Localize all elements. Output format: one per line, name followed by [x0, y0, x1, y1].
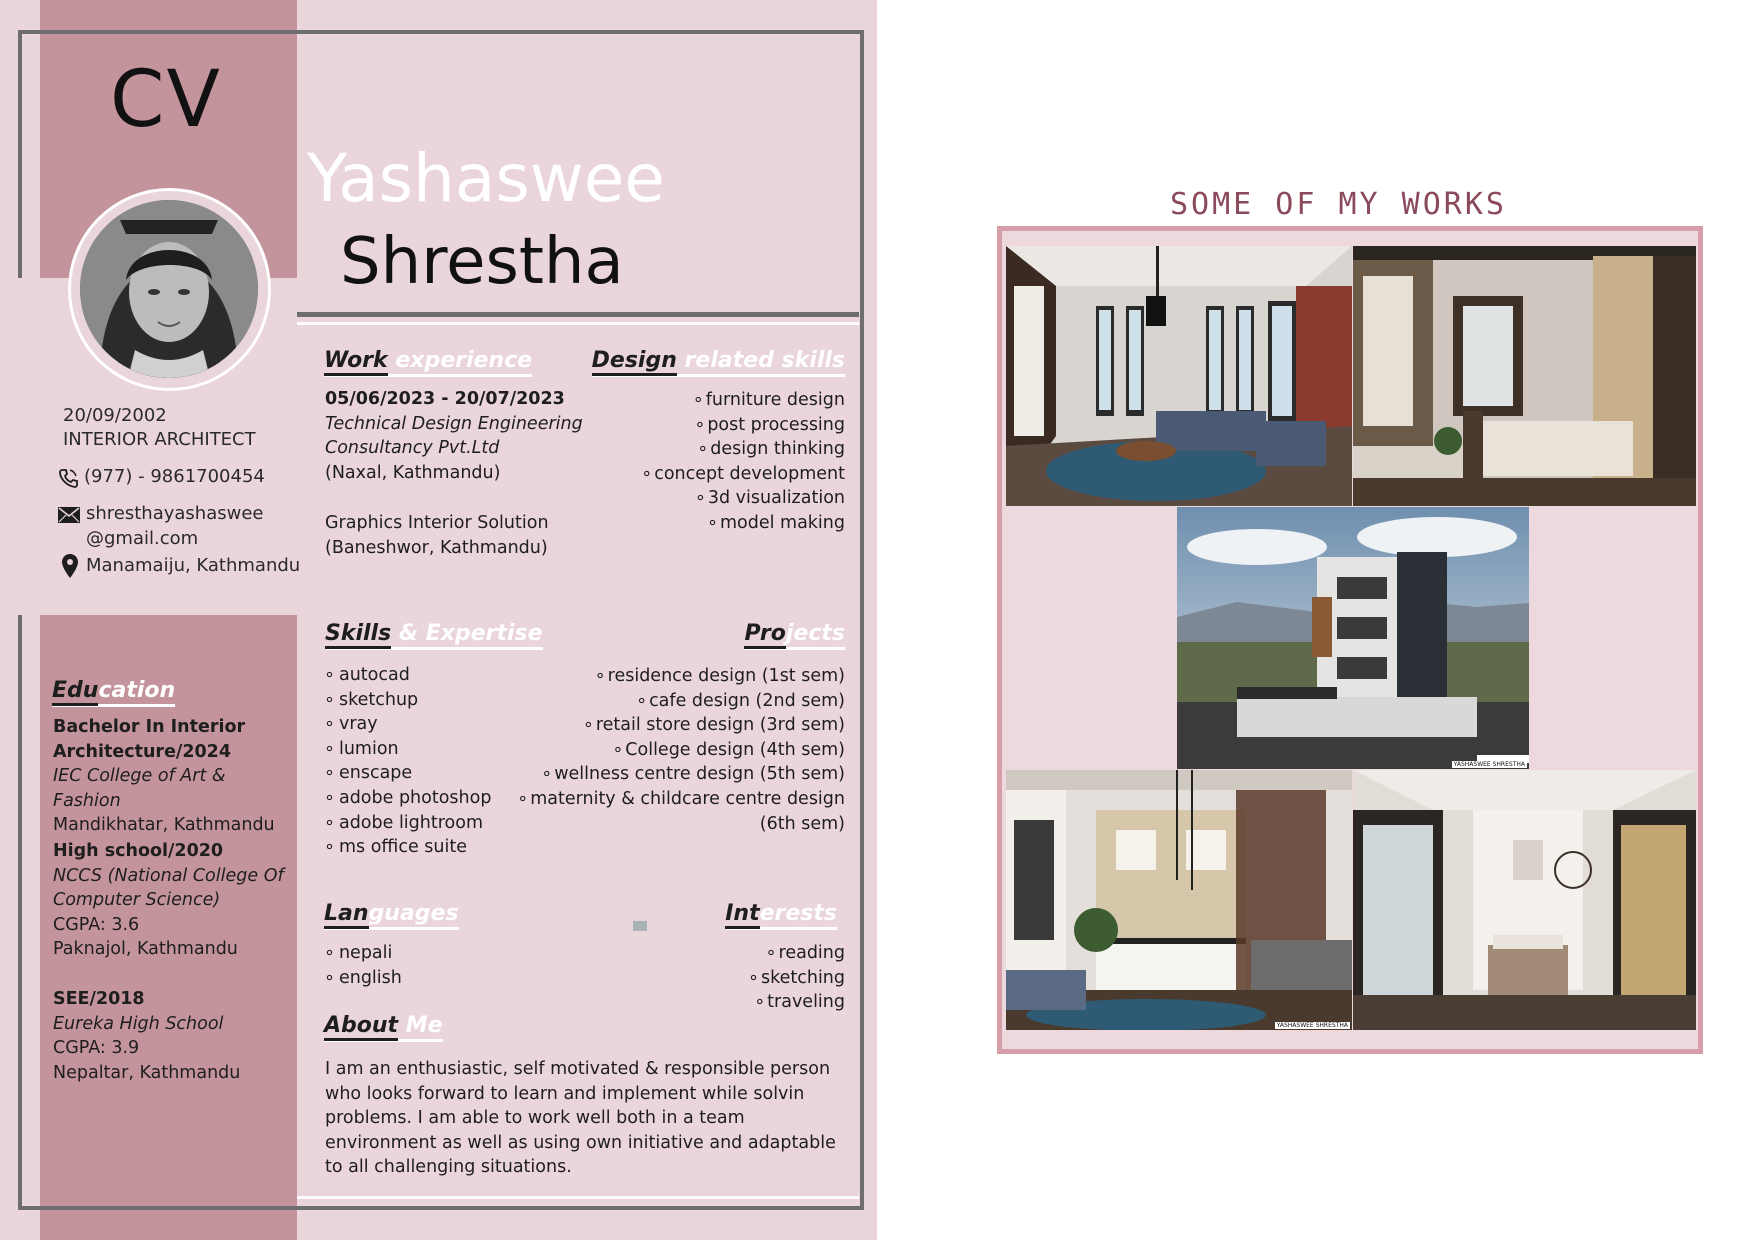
list-item: ∘ residence design (1st sem): [500, 664, 845, 689]
work-entry: [325, 387, 595, 485]
list-item: ∘ ms office suite: [324, 835, 491, 860]
work-heading-light: experience: [387, 348, 533, 373]
email-line-1: shresthayashaswee: [86, 503, 264, 524]
date-of-birth: 20/09/2002: [63, 405, 167, 426]
watermark: YASHASWEE SHRESTHA: [1453, 761, 1525, 768]
list-item: ∘ retail store design (3rd sem): [500, 713, 845, 738]
bedroom-2-render: [1353, 770, 1696, 1030]
about-heading-light: Me: [398, 1013, 443, 1038]
education-heading-dark: Edu: [52, 678, 98, 706]
interests-heading: [725, 901, 837, 930]
list-item: ∘ enscape: [324, 761, 491, 786]
work-experience-heading: [324, 348, 532, 377]
mail-icon: [58, 507, 80, 523]
list-item: ∘ maternity & childcare centre design (6th sem): [500, 787, 845, 836]
skills-heading-light: & Expertise: [391, 621, 543, 646]
work-heading-dark: Work: [324, 348, 388, 376]
skills-heading: [325, 621, 543, 650]
work-company: Technical Design Engineering Consultancy Pvt.Ltd: [325, 413, 583, 459]
design-skills-list: [585, 388, 845, 536]
about-heading: [324, 1013, 443, 1042]
frame-line-bottom: [18, 1206, 864, 1210]
bedroom-render: [1353, 246, 1696, 506]
languages-heading-light: guages: [368, 901, 459, 926]
job-role: INTERIOR ARCHITECT: [63, 429, 256, 450]
list-item: ∘ traveling: [685, 990, 845, 1015]
education-entry: [53, 715, 293, 838]
work-dates: 05/06/2023 - 20/07/2023: [325, 389, 565, 409]
design-skills-heading-dark: Design: [592, 348, 677, 376]
work-location: (Baneshwor, Kathmandu): [325, 537, 548, 558]
list-item: ∘ design thinking: [585, 437, 845, 462]
list-item: ∘ reading: [685, 941, 845, 966]
about-paragraph: I am an enthusiastic, self motivated & responsible person who looks forward to learn and implement while solvin problems. I am able to work well both in a team environment as well as using own initiative and adaptable to all challenging situations.: [325, 1059, 836, 1178]
list-item: ∘ post processing: [585, 413, 845, 438]
bottom-divider-light: [297, 1196, 859, 1199]
work-entry: [325, 511, 595, 560]
education-entry: [53, 839, 293, 962]
list-item: ∘ concept development: [585, 462, 845, 487]
frame-line-top: [18, 30, 864, 34]
education-heading: [52, 678, 175, 707]
design-skills-heading-light: related skills: [676, 348, 845, 373]
list-item: ∘ sketchup: [324, 688, 491, 713]
frame-line-right: [860, 30, 864, 1210]
first-name: Yashaswee: [307, 140, 665, 217]
interests-heading-light: erests: [759, 901, 837, 926]
education-line: Paknajol, Kathmandu: [53, 939, 238, 959]
education-line: CGPA: 3.6: [53, 914, 140, 935]
education-heading-light: cation: [98, 678, 176, 703]
list-item: ∘ autocad: [324, 663, 491, 688]
cv-title: CV: [110, 55, 222, 145]
work-location: (Naxal, Kathmandu): [325, 462, 501, 483]
education-line: CGPA: 3.9: [53, 1038, 140, 1058]
languages-heading: [324, 901, 459, 930]
list-item: ∘ sketching: [685, 966, 845, 991]
languages-list: [324, 941, 402, 990]
phone-icon: [58, 468, 78, 488]
frame-line-left-upper: [18, 30, 22, 278]
address: Manamaiju, Kathmandu: [86, 555, 301, 576]
projects-list: [500, 664, 845, 836]
location-pin-icon: [62, 554, 78, 578]
list-item: ∘ vray: [324, 712, 491, 737]
watermark: YASHASWEE SHRESTHA: [1276, 1022, 1348, 1029]
list-item: ∘ adobe photoshop: [324, 786, 491, 811]
name-divider-light: [297, 322, 859, 325]
list-item: ∘ adobe lightroom: [324, 811, 491, 836]
education-title: Bachelor In Interior Architecture/2024: [53, 717, 246, 762]
projects-heading: [744, 621, 845, 650]
decorative-square: [633, 921, 647, 931]
education-title: SEE/2018: [53, 989, 145, 1009]
living-room-render: [1006, 246, 1352, 506]
education-school: IEC College of Art & Fashion: [53, 766, 226, 811]
about-heading-dark: About: [324, 1013, 398, 1041]
frame-line-left-lower: [18, 615, 22, 1210]
list-item: ∘ english: [324, 966, 402, 991]
skills-list: [324, 663, 491, 860]
interests-list: [685, 941, 845, 1015]
projects-heading-dark: Pro: [744, 621, 785, 649]
last-name: Shrestha: [340, 225, 624, 299]
education-entry: [53, 987, 293, 1085]
email-line-2: @gmail.com: [86, 528, 199, 549]
name-divider: [297, 312, 859, 317]
work-company: Graphics Interior Solution: [325, 513, 549, 533]
list-item: ∘ furniture design: [585, 388, 845, 413]
list-item: ∘ cafe design (2nd sem): [500, 689, 845, 714]
languages-heading-dark: Lan: [324, 901, 369, 929]
list-item: ∘ 3d visualization: [585, 486, 845, 511]
list-item: ∘ wellness centre design (5th sem): [500, 762, 845, 787]
list-item: ∘ model making: [585, 511, 845, 536]
list-item: ∘ College design (4th sem): [500, 738, 845, 763]
education-school: Eureka High School: [53, 1013, 224, 1034]
skills-heading-dark: Skills: [325, 621, 391, 649]
house-exterior-render: [1177, 507, 1529, 769]
interests-heading-dark: Int: [725, 901, 759, 929]
list-item: ∘ lumion: [324, 737, 491, 762]
phone-number: (977) - 9861700454: [84, 466, 265, 487]
education-title: High school/2020: [53, 841, 224, 861]
projects-heading-light: jects: [785, 621, 845, 646]
profile-photo: [80, 200, 258, 378]
kitchen-render: [1006, 770, 1352, 1030]
education-line: Mandikhatar, Kathmandu: [53, 815, 275, 835]
education-school: NCCS (National College Of Computer Science): [53, 865, 284, 910]
design-skills-heading: [592, 348, 845, 377]
works-title: SOME OF MY WORKS: [1170, 187, 1507, 222]
education-line: Nepaltar, Kathmandu: [53, 1062, 241, 1083]
list-item: ∘ nepali: [324, 941, 402, 966]
